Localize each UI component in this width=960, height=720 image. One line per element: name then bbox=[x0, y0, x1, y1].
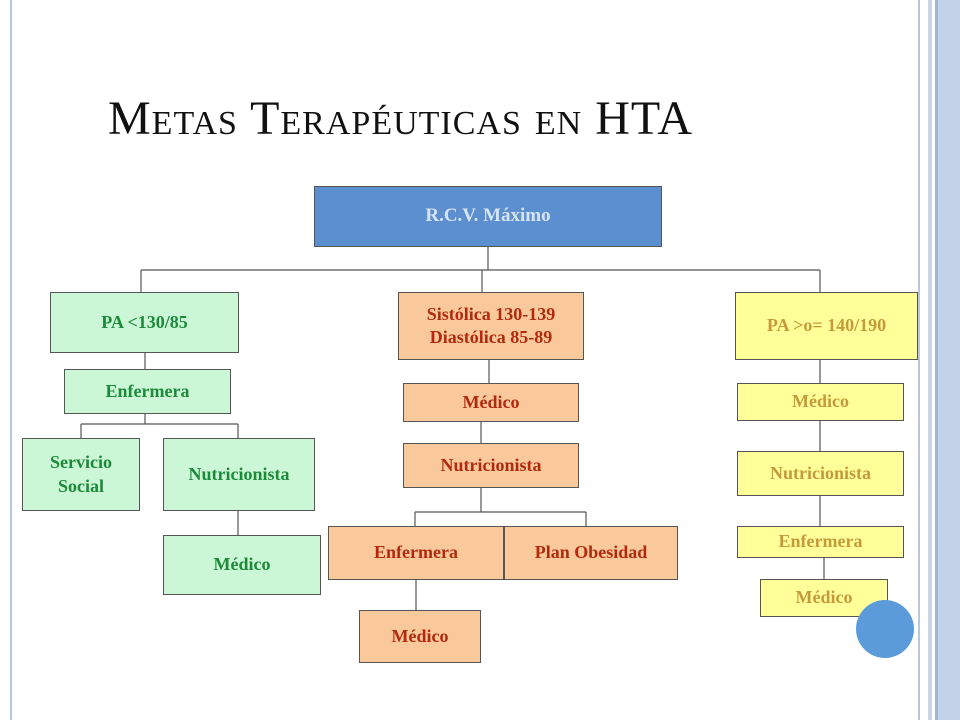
node-sistolica-diastolica bbox=[398, 292, 584, 360]
node-sistolica-line: Sistólica 130-139 bbox=[426, 303, 556, 324]
node-nutricionista-left: Nutricionista bbox=[163, 438, 315, 511]
node-medico-middle: Médico bbox=[403, 383, 579, 422]
node-servicio-social bbox=[22, 438, 140, 511]
slide-title: Metas Terapéuticas en HTA bbox=[108, 92, 693, 145]
node-enfermera-left: Enfermera bbox=[64, 369, 231, 414]
node-enfermera-middle: Enfermera bbox=[328, 526, 504, 580]
node-enfermera-right: Enfermera bbox=[737, 526, 904, 558]
node-rcv-maximo: R.C.V. Máximo bbox=[314, 186, 662, 247]
node-plan-obesidad: Plan Obesidad bbox=[504, 526, 678, 580]
node-medico-middle-final: Médico bbox=[359, 610, 481, 663]
node-diastolica-line: Diastólica 85-89 bbox=[429, 327, 553, 347]
node-servicio-social-line-1: Servicio bbox=[50, 452, 112, 473]
node-medico-right-final: Médico bbox=[760, 579, 888, 617]
node-medico-left: Médico bbox=[163, 535, 321, 595]
node-medico-right: Médico bbox=[737, 383, 904, 421]
decorative-circle bbox=[856, 600, 914, 658]
node-servicio-social-line-2: Social bbox=[57, 475, 104, 496]
node-nutricionista-right: Nutricionista bbox=[737, 451, 904, 496]
node-pa-140-190: PA >o= 140/190 bbox=[735, 292, 918, 360]
node-nutricionista-middle: Nutricionista bbox=[403, 443, 579, 488]
node-pa-130-85: PA <130/85 bbox=[50, 292, 239, 353]
